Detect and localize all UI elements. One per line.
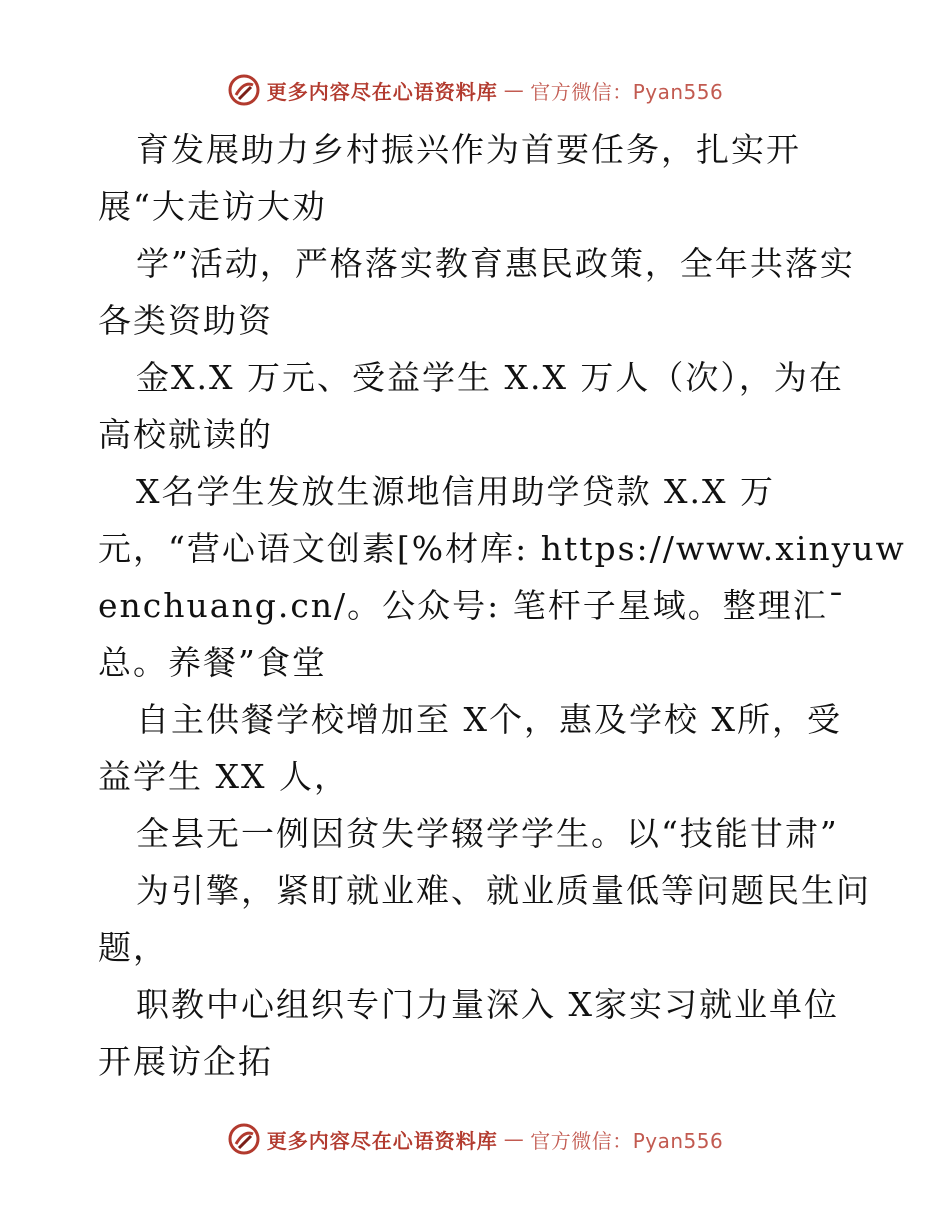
text-line: 育发展助力乡村振兴作为首要任务，扎实开 xyxy=(136,130,801,169)
logo-icon xyxy=(227,1122,261,1156)
text-line: 为引擎，紧盯就业难、就业质量低等问题民生问 xyxy=(136,871,871,910)
text-line: 展“大走访大劝 xyxy=(98,187,327,226)
header-banner-wechat: 官方微信：Pyan556 xyxy=(530,79,724,104)
footer-banner-main: 更多内容尽在心语资料库 xyxy=(266,1128,498,1153)
text-line: 高校就读的 xyxy=(98,415,273,454)
header-banner xyxy=(0,70,950,110)
text-line: 益学生 XX 人， xyxy=(98,757,349,796)
text-line: 元，“营心语文创素[%材库: https://www.xinyuw xyxy=(98,529,906,568)
text-line: 金X.X 万元、受益学生 X.X 万人（次），为在 xyxy=(136,358,844,397)
text-line: 自主供餐学校增加至 X个，惠及学校 X所，受 xyxy=(136,700,842,739)
text-line: 职教中心组织专门力量深入 X家实习就业单位 xyxy=(136,985,839,1024)
header-banner-sep: — xyxy=(503,78,525,102)
text-line: 各类资助资 xyxy=(98,301,273,340)
text-line: 开展访企拓 xyxy=(98,1042,273,1081)
text-line: X名学生发放生源地信用助学贷款 X.X 万 xyxy=(136,472,775,511)
text-line: 总。养餐”食堂 xyxy=(98,643,327,682)
text-line: enchuang.cn/。公众号: 笔杆子星域。整理汇¯ xyxy=(98,586,847,625)
text-line: 学”活动，严格落实教育惠民政策，全年共落实 xyxy=(136,244,855,283)
text-line: 题， xyxy=(98,928,168,967)
footer-banner xyxy=(0,1119,950,1159)
logo-icon xyxy=(227,73,261,107)
footer-banner-sep: — xyxy=(503,1127,525,1151)
document-body xyxy=(98,121,906,1090)
header-banner-main: 更多内容尽在心语资料库 xyxy=(266,79,498,104)
text-line: 全县无一例因贫失学辍学学生。以“技能甘肃” xyxy=(136,814,839,853)
footer-banner-wechat: 官方微信：Pyan556 xyxy=(530,1128,724,1153)
